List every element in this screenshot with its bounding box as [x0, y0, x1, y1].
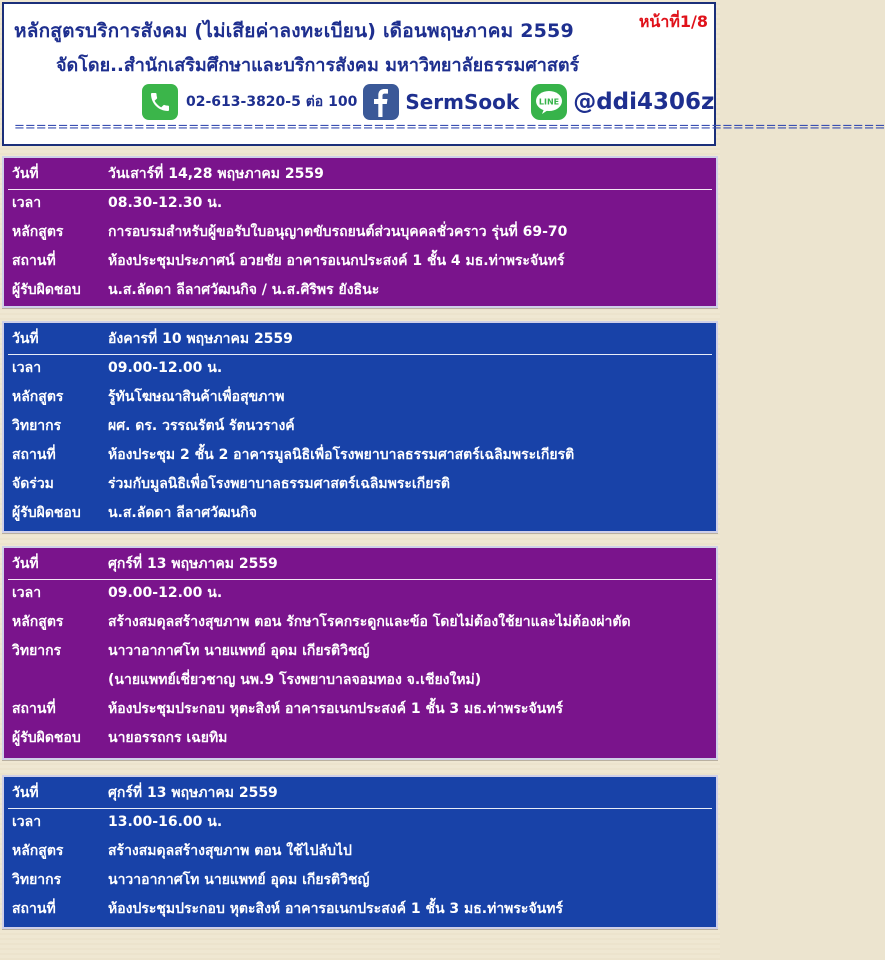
venue-label: สถานที่ — [12, 901, 56, 917]
course-value: การอบรมสำหรับผู้ขอรับใบอนุญาตขับรถยนต์ส่วนบุคคลชั่วคราว รุ่นที่ 69-70 — [108, 224, 568, 240]
course-label: หลักสูตร — [12, 843, 64, 859]
responsible-label: ผู้รับผิดชอบ — [12, 505, 81, 521]
venue-label: สถานที่ — [12, 701, 56, 717]
row-venue — [4, 441, 716, 470]
venue-value: ห้องประชุมประกอบ หุตะสิงห์ อาคารอเนกประสงค์ 1 ชั้น 3 มธ.ท่าพระจันทร์ — [108, 701, 563, 717]
date-label: วันที่ — [12, 331, 39, 347]
organizer-line: จัดโดย..สำนักเสริมศึกษาและบริการสังคม มหาวิทยาลัยธรรมศาสตร์ — [56, 55, 580, 76]
line-icon — [531, 84, 567, 120]
header-divider: ================================================================================ — [14, 120, 885, 135]
row-venue — [4, 695, 716, 724]
event-card-2 — [2, 321, 718, 533]
header-box — [2, 2, 885, 146]
event-card-4 — [2, 775, 718, 929]
row-time — [4, 354, 716, 383]
page-title: หลักสูตรบริการสังคม (ไม่เสียค่าลงทะเบียน) เดือนพฤษภาคม 2559 — [14, 20, 574, 42]
date-value: ศุกร์ที่ 13 พฤษภาคม 2559 — [108, 785, 278, 801]
row-course — [4, 383, 716, 412]
speaker-label: วิทยากร — [12, 643, 62, 659]
row-venue — [4, 247, 716, 276]
speaker-label: วิทยากร — [12, 418, 62, 434]
course-value: สร้างสมดุลสร้างสุขภาพ ตอน ใช้ไปลับไป — [108, 843, 352, 859]
row-venue — [4, 895, 716, 924]
row-speaker — [4, 866, 716, 895]
speaker-value: นาวาอากาศโท นายแพทย์ อุดม เกียรติวิชญ์ — [108, 872, 370, 888]
phone-number: 02-613-3820-5 ต่อ 100 — [186, 94, 358, 110]
row-time — [4, 189, 716, 218]
row-course — [4, 608, 716, 637]
row-time — [4, 579, 716, 608]
time-value: 08.30-12.30 น. — [108, 195, 223, 211]
course-value: สร้างสมดุลสร้างสุขภาพ ตอน รักษาโรคกระดูกและข้อ โดยไม่ต้องใช้ยาและไม่ต้องผ่าตัด — [108, 614, 631, 630]
phone-icon — [142, 84, 178, 120]
row-date — [4, 160, 716, 189]
venue-label: สถานที่ — [12, 253, 56, 269]
row-speaker — [4, 637, 716, 666]
time-label: เวลา — [12, 195, 42, 211]
row-course — [4, 218, 716, 247]
time-label: เวลา — [12, 360, 42, 376]
row-date — [4, 325, 716, 354]
row-co-host — [4, 470, 716, 499]
row-time — [4, 808, 716, 837]
venue-value: ห้องประชุม 2 ชั้น 2 อาคารมูลนิธิเพื่อโรงพยาบาลธรรมศาสตร์เฉลิมพระเกียรติ — [108, 447, 575, 463]
time-label: เวลา — [12, 585, 42, 601]
facebook-icon — [363, 84, 399, 120]
time-value: 13.00-16.00 น. — [108, 814, 223, 830]
venue-value: ห้องประชุมประกอบ หุตะสิงห์ อาคารอเนกประสงค์ 1 ชั้น 3 มธ.ท่าพระจันทร์ — [108, 901, 563, 917]
facebook-page-name: SermSook — [405, 90, 520, 114]
page-number: หน้าที่1/8 — [638, 12, 708, 31]
date-label: วันที่ — [12, 556, 39, 572]
co-host-label: จัดร่วม — [12, 476, 54, 492]
course-label: หลักสูตร — [12, 389, 64, 405]
svg-text:LINE: LINE — [539, 97, 560, 107]
row-date — [4, 550, 716, 579]
row-responsible — [4, 276, 716, 305]
speaker-value: ผศ. ดร. วรรณรัตน์ รัตนวรางค์ — [108, 418, 295, 434]
row-speaker-note — [4, 666, 716, 695]
responsible-value: น.ส.ลัดดา ลีลาศวัฒนกิจ / น.ส.ศิริพร ยังธินะ — [108, 282, 380, 298]
row-date — [4, 779, 716, 808]
co-host-value: ร่วมกับมูลนิธิเพื่อโรงพยาบาลธรรมศาสตร์เฉลิมพระเกียรติ — [108, 476, 451, 492]
speaker-note: (นายแพทย์เชี่ยวชาญ นพ.9 โรงพยาบาลจอมทอง จ.เชียงใหม่) — [108, 672, 482, 688]
line-id: @ddi4306z — [573, 89, 715, 115]
time-value: 09.00-12.00 น. — [108, 585, 223, 601]
row-responsible — [4, 499, 716, 528]
venue-value: ห้องประชุมประภาศน์ อวยชัย อาคารอเนกประสงค์ 1 ชั้น 4 มธ.ท่าพระจันทร์ — [108, 253, 565, 269]
date-value: วันเสาร์ที่ 14,28 พฤษภาคม 2559 — [108, 166, 324, 182]
speaker-label: วิทยากร — [12, 872, 62, 888]
row-responsible — [4, 724, 716, 753]
row-course — [4, 837, 716, 866]
responsible-label: ผู้รับผิดชอบ — [12, 730, 81, 746]
course-value: รู้ทันโฆษณาสินค้าเพื่อสุขภาพ — [108, 389, 285, 405]
time-value: 09.00-12.00 น. — [108, 360, 223, 376]
course-label: หลักสูตร — [12, 614, 64, 630]
event-card-3 — [2, 546, 718, 760]
date-value: อังคารที่ 10 พฤษภาคม 2559 — [108, 331, 293, 347]
row-speaker — [4, 412, 716, 441]
date-label: วันที่ — [12, 166, 39, 182]
course-label: หลักสูตร — [12, 224, 64, 240]
responsible-value: นายอรรถกร เฉยทิม — [108, 730, 228, 746]
responsible-value: น.ส.ลัดดา ลีลาศวัฒนกิจ — [108, 505, 257, 521]
event-card-1 — [2, 156, 718, 308]
responsible-label: ผู้รับผิดชอบ — [12, 282, 81, 298]
date-value: ศุกร์ที่ 13 พฤษภาคม 2559 — [108, 556, 278, 572]
contact-row — [142, 82, 714, 122]
venue-label: สถานที่ — [12, 447, 56, 463]
speaker-value: นาวาอากาศโท นายแพทย์ อุดม เกียรติวิชญ์ — [108, 643, 370, 659]
time-label: เวลา — [12, 814, 42, 830]
date-label: วันที่ — [12, 785, 39, 801]
